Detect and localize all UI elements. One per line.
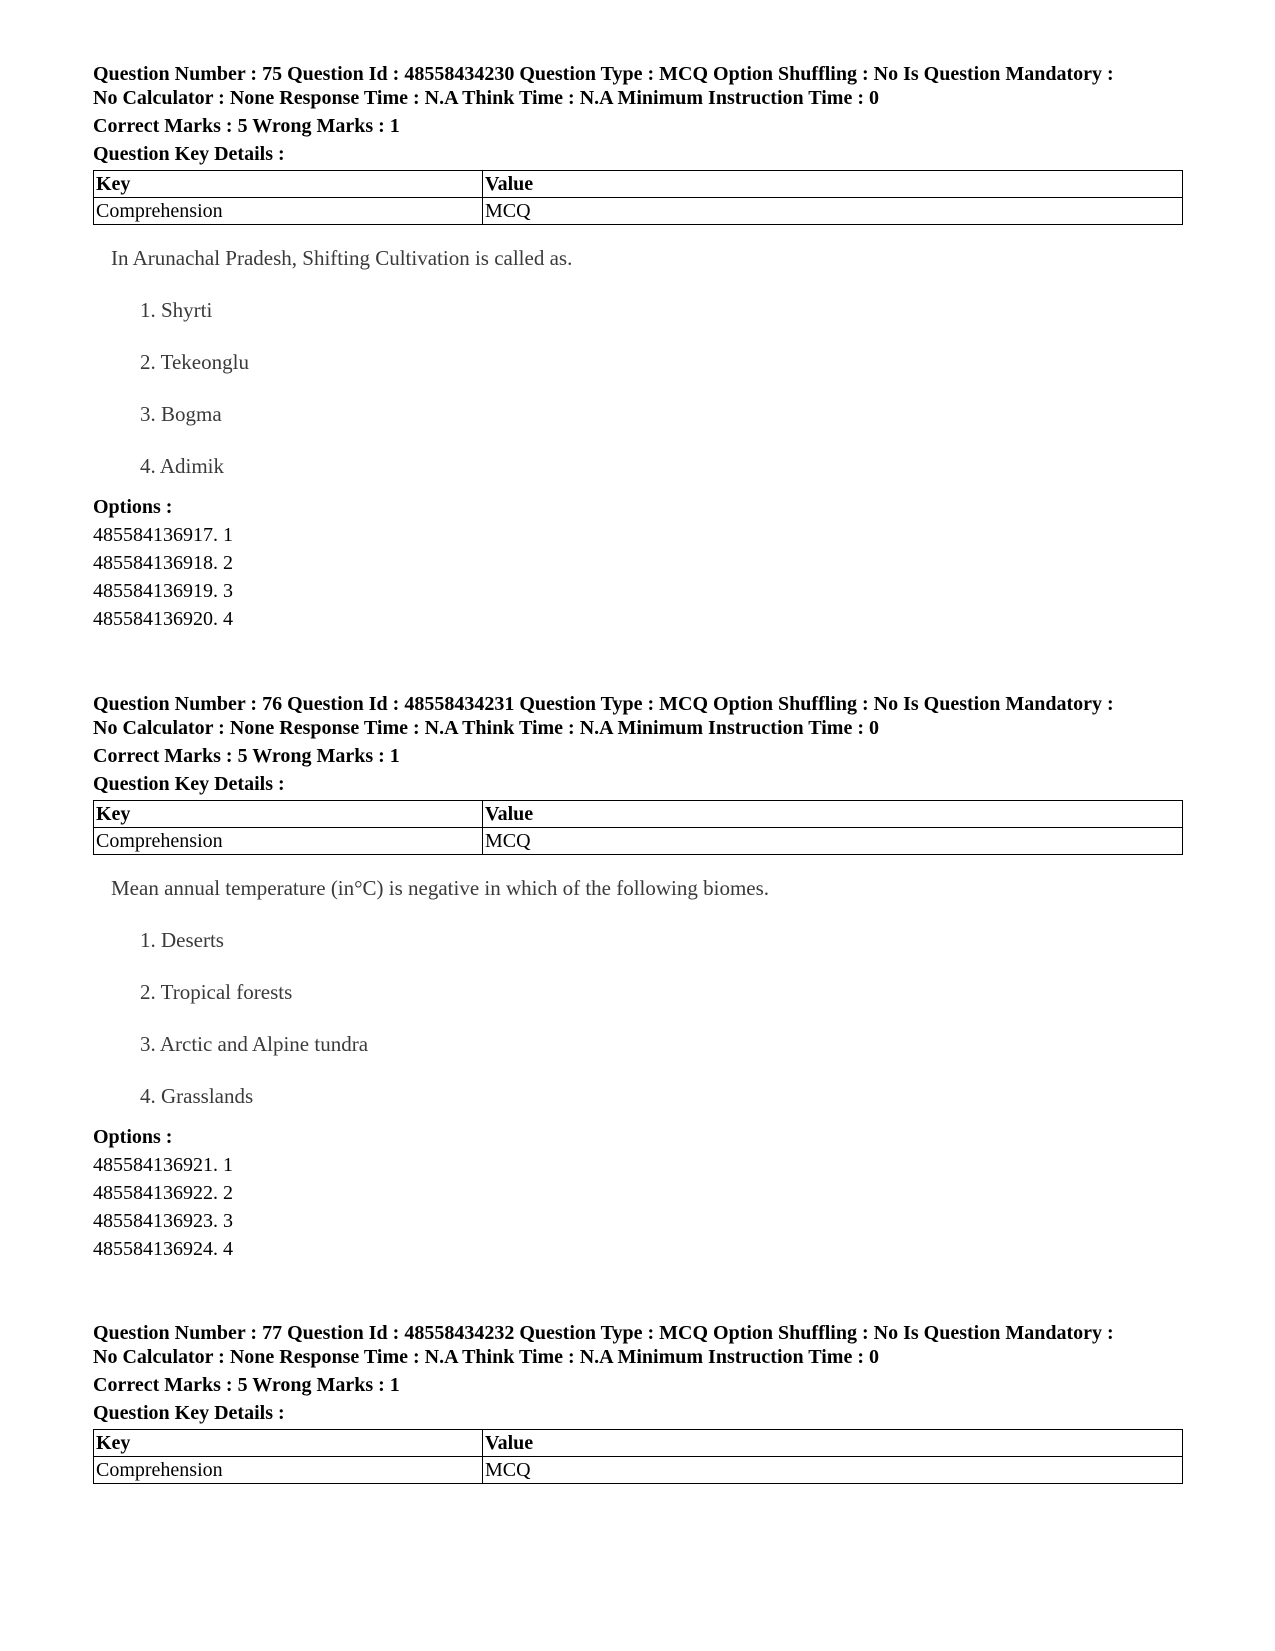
key-table-cell-key: Comprehension — [94, 1457, 483, 1484]
options-label: Options : — [93, 496, 173, 518]
options-label: Options : — [93, 1126, 173, 1148]
choice-item: 2. Tropical forests — [140, 980, 293, 1004]
question-key-table — [93, 170, 1183, 225]
key-table-header-row — [94, 171, 1183, 198]
question-choices — [140, 927, 1183, 1109]
options-list — [93, 523, 1183, 631]
key-table-cell-key: Comprehension — [94, 198, 483, 225]
key-table-header-key: Key — [94, 1430, 483, 1457]
choice-item: 2. Tekeonglu — [140, 350, 249, 374]
key-table-header-value: Value — [483, 171, 1183, 198]
choice-item: 1. Shyrti — [140, 298, 213, 322]
option-item: 485584136919. 3 — [93, 580, 233, 602]
choice-item: 1. Deserts — [140, 928, 224, 952]
question-stem: In Arunachal Pradesh, Shifting Cultivation is called as. — [111, 246, 573, 270]
choice-item: 4. Adimik — [140, 454, 225, 478]
key-table-cell-value: MCQ — [483, 1457, 1183, 1484]
question-marks: Correct Marks : 5 Wrong Marks : 1 — [93, 1374, 400, 1396]
key-table-cell-key: Comprehension — [94, 828, 483, 855]
question-key-details-label: Question Key Details : — [93, 773, 285, 795]
key-table-cell-value: MCQ — [483, 198, 1183, 225]
question-meta-line1: Question Number : 76 Question Id : 48558434231 Question Type : MCQ Option Shuffling : No Is Question Mandatory : — [93, 693, 1114, 715]
question-block-75 — [93, 62, 1183, 631]
options-list — [93, 1153, 1183, 1261]
question-marks: Correct Marks : 5 Wrong Marks : 1 — [93, 745, 400, 767]
question-key-table — [93, 800, 1183, 855]
question-stem: Mean annual temperature (in°C) is negative in which of the following biomes. — [111, 876, 770, 900]
question-meta-line2: No Calculator : None Response Time : N.A Think Time : N.A Minimum Instruction Time : 0 — [93, 87, 879, 109]
key-table-header-row — [94, 1430, 1183, 1457]
key-table-header-row — [94, 801, 1183, 828]
choice-item: 3. Bogma — [140, 402, 222, 426]
question-block-76 — [93, 692, 1183, 1261]
option-item: 485584136920. 4 — [93, 608, 233, 630]
question-key-details-label: Question Key Details : — [93, 1402, 285, 1424]
key-table-header-value: Value — [483, 1430, 1183, 1457]
question-choices — [140, 297, 1183, 479]
key-table-header-key: Key — [94, 801, 483, 828]
option-item: 485584136922. 2 — [93, 1182, 233, 1204]
key-table-row — [94, 1457, 1183, 1484]
option-item: 485584136923. 3 — [93, 1210, 233, 1232]
question-meta-line1: Question Number : 77 Question Id : 48558434232 Question Type : MCQ Option Shuffling : No Is Question Mandatory : — [93, 1322, 1114, 1344]
key-table-row — [94, 828, 1183, 855]
choice-item: 4. Grasslands — [140, 1084, 254, 1108]
option-item: 485584136924. 4 — [93, 1238, 233, 1260]
question-key-details-label: Question Key Details : — [93, 143, 285, 165]
option-item: 485584136921. 1 — [93, 1154, 233, 1176]
key-table-header-key: Key — [94, 171, 483, 198]
option-item: 485584136918. 2 — [93, 552, 233, 574]
question-key-table — [93, 1429, 1183, 1484]
key-table-cell-value: MCQ — [483, 828, 1183, 855]
key-table-row — [94, 198, 1183, 225]
question-meta-line2: No Calculator : None Response Time : N.A Think Time : N.A Minimum Instruction Time : 0 — [93, 717, 879, 739]
question-marks: Correct Marks : 5 Wrong Marks : 1 — [93, 115, 400, 137]
key-table-header-value: Value — [483, 801, 1183, 828]
question-meta-line1: Question Number : 75 Question Id : 48558434230 Question Type : MCQ Option Shuffling : No Is Question Mandatory : — [93, 63, 1114, 85]
option-item: 485584136917. 1 — [93, 524, 233, 546]
question-meta-line2: No Calculator : None Response Time : N.A Think Time : N.A Minimum Instruction Time : 0 — [93, 1346, 879, 1368]
question-block-77 — [93, 1321, 1183, 1484]
choice-item: 3. Arctic and Alpine tundra — [140, 1032, 369, 1056]
